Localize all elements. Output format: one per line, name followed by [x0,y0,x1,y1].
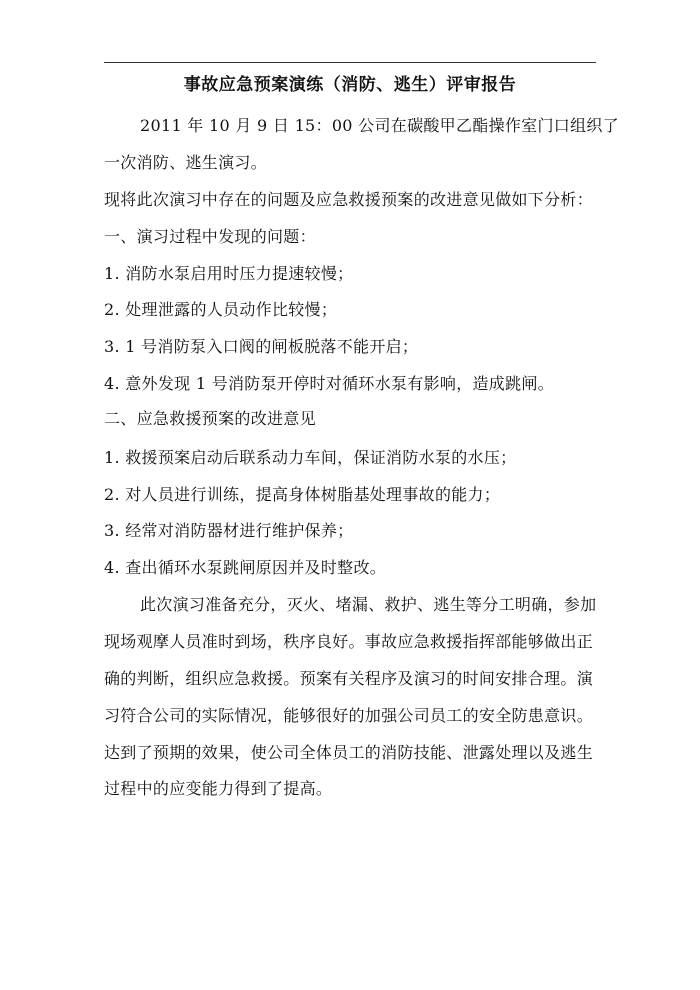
section1-heading: 一、演习过程中发现的问题： [104,227,316,246]
improvement-item-3: 3. 经常对消防器材进行维护保养； [104,521,354,540]
intro-line-2: 一次消防、逃生演习。 [104,153,268,172]
conclusion-line-2: 现场观摩人员准时到场，秩序良好。事故应急救援指挥部能够做出正 [104,632,594,651]
header-rule [104,62,596,63]
conclusion-line-3: 确的判断，组织应急救援。预案有关程序及演习的时间安排合理。演 [104,669,594,688]
improvement-item-1: 1. 救援预案启动后联系动力车间，保证消防水泵的水压； [104,448,517,467]
conclusion-line-6: 过程中的应变能力得到了提高。 [104,779,333,798]
problem-item-4: 4. 意外发现 1 号消防泵开停时对循环水泵有影响，造成跳闸。 [104,374,555,393]
problem-item-2: 2. 处理泄露的人员动作比较慢； [104,300,338,319]
conclusion-line-4: 习符合公司的实际情况，能够很好的加强公司员工的安全防患意识。 [104,706,594,725]
conclusion-line-1: 此次演习准备充分，灭火、堵漏、救护、逃生等分工明确，参加 [140,595,597,614]
problem-item-1: 1. 消防水泵启用时压力提速较慢； [104,264,354,283]
analysis-intro: 现将此次演习中存在的问题及应急救援预案的改进意见做如下分析： [104,190,594,209]
improvement-item-2: 2. 对人员进行训练，提高身体树脂基处理事故的能力； [104,485,501,504]
problem-item-3: 3. 1 号消防泵入口阀的闸板脱落不能开启； [104,337,419,356]
improvement-item-4: 4. 查出循环水泵跳闸原因并及时整改。 [104,558,387,577]
document-title: 事故应急预案演练（消防、逃生）评审报告 [183,75,517,95]
section2-heading: 二、应急救援预案的改进意见 [104,409,316,428]
intro-line-1: 2011 年 10 月 9 日 15：00 公司在碳酸甲乙酯操作室门口组织了 [140,116,619,135]
conclusion-line-5: 达到了预期的效果，使公司全体员工的消防技能、泄露处理以及逃生 [104,743,594,762]
